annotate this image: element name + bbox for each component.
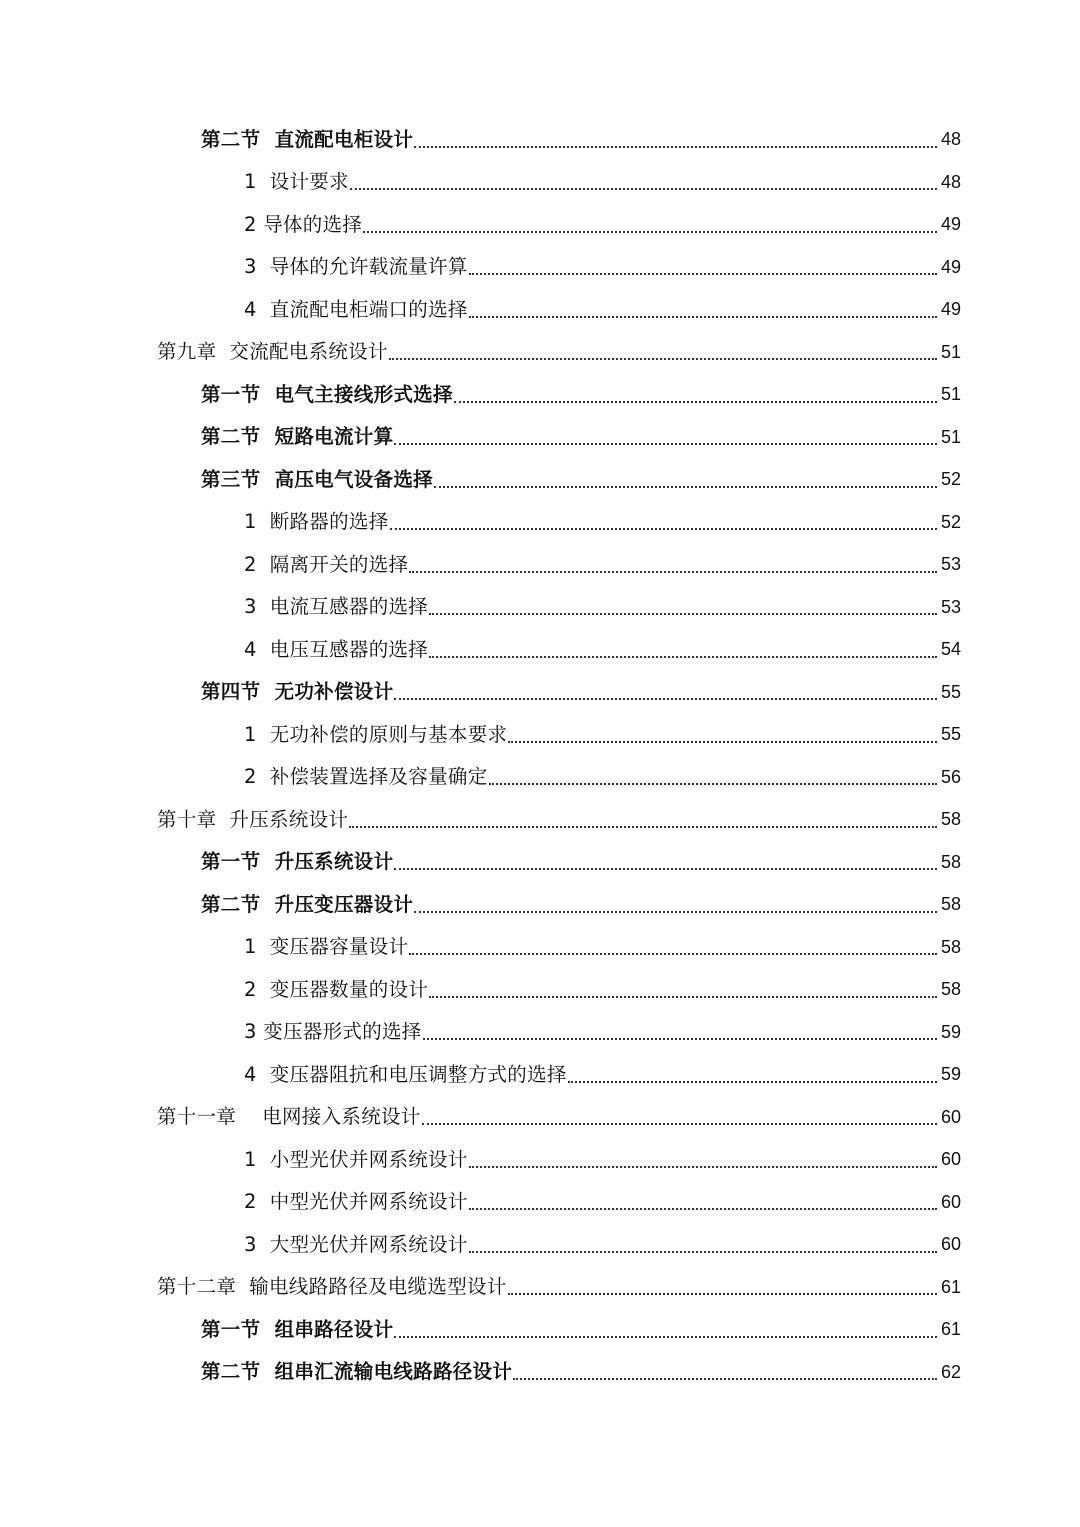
toc-entry[interactable]: [0, 1011, 1080, 1054]
dot-leader: [390, 528, 937, 530]
toc-entry-page-number: 61: [940, 1276, 961, 1297]
toc-entry-title: 第二节 组串汇流输电线路路径设计: [201, 1360, 513, 1383]
dot-leader: [454, 401, 937, 403]
toc-entry-title: 第四节 无功补偿设计: [201, 680, 394, 703]
toc-entry-title: 3 导体的允许载流量许算: [244, 255, 468, 278]
toc-entry-title: 4 变压器阻抗和电压调整方式的选择: [244, 1062, 567, 1086]
toc-entry-page-number: 61: [940, 1319, 961, 1340]
toc-entry-page-number: 52: [940, 469, 961, 490]
dot-leader: [568, 1081, 937, 1083]
toc-entry[interactable]: [0, 1266, 1080, 1309]
toc-entry-title: 1 变压器容量设计: [244, 935, 409, 958]
toc-entry-title: 第二节 直流配电柜设计: [201, 127, 414, 151]
toc-entry[interactable]: [0, 586, 1080, 629]
dot-leader: [409, 953, 937, 955]
dot-leader: [349, 826, 937, 828]
toc-entry[interactable]: [0, 458, 1080, 501]
dot-leader: [429, 656, 937, 658]
toc-entry[interactable]: [0, 926, 1080, 969]
toc-entry-title: 第二节 短路电流计算: [201, 425, 394, 448]
toc-entry-page-number: 59: [940, 1064, 961, 1085]
toc-entry[interactable]: [0, 671, 1080, 714]
toc-entry-title: 1 设计要求: [244, 170, 349, 193]
dot-leader: [394, 1336, 937, 1338]
toc-entry-title: 第一节 组串路径设计: [201, 1317, 394, 1341]
toc-entry-page-number: 60: [940, 1149, 961, 1170]
toc-entry[interactable]: [0, 501, 1080, 544]
toc-entry[interactable]: [0, 246, 1080, 289]
dot-leader: [513, 1378, 937, 1380]
toc-entry-title: 2 中型光伏并网系统设计: [244, 1190, 468, 1213]
toc-entry-title: 第二节 升压变压器设计: [201, 892, 414, 916]
toc-entry[interactable]: [0, 713, 1080, 756]
toc-entry-page-number: 59: [940, 1021, 961, 1042]
toc-entry-page-number: 49: [940, 299, 961, 320]
toc-entry-page-number: 49: [940, 214, 961, 235]
toc-entry-page-number: 55: [940, 724, 961, 745]
toc-entry-page-number: 60: [940, 1106, 961, 1127]
toc-entry-page-number: 58: [940, 894, 961, 915]
dot-leader: [434, 486, 937, 488]
toc-entry-page-number: 58: [940, 809, 961, 830]
toc-entry-page-number: 51: [940, 341, 961, 362]
toc-entry-page-number: 53: [940, 554, 961, 575]
dot-leader: [429, 613, 937, 615]
toc-entry[interactable]: [0, 1053, 1080, 1096]
dot-leader: [469, 1208, 937, 1210]
dot-leader: [394, 868, 937, 870]
dot-leader: [350, 188, 937, 190]
dot-leader: [508, 741, 937, 743]
toc-entry-title: 2 变压器数量的设计: [244, 977, 429, 1001]
toc-entry[interactable]: [0, 798, 1080, 841]
toc-entry[interactable]: [0, 203, 1080, 246]
toc-entry-page-number: 51: [940, 384, 961, 405]
toc-entry[interactable]: [0, 756, 1080, 799]
toc-entry[interactable]: [0, 161, 1080, 204]
toc-entry-title: 第一节 升压系统设计: [201, 850, 394, 873]
toc-entry[interactable]: [0, 1138, 1080, 1181]
toc-entry-title: 3 变压器形式的选择: [244, 1020, 422, 1043]
toc-entry-page-number: 60: [940, 1191, 961, 1212]
toc-entry-title: 2 导体的选择: [244, 212, 363, 236]
toc-entry-page-number: 48: [940, 171, 961, 192]
toc-entry-page-number: 62: [940, 1361, 961, 1382]
dot-leader: [422, 1123, 937, 1125]
toc-entry[interactable]: [0, 1181, 1080, 1224]
toc-entry[interactable]: [0, 968, 1080, 1011]
toc-entry[interactable]: [0, 628, 1080, 671]
toc-entry-title: 第十章 升压系统设计: [157, 807, 349, 831]
toc-entry[interactable]: [0, 1223, 1080, 1266]
toc-entry-page-number: 48: [940, 129, 961, 150]
toc-entry-title: 2 隔离开关的选择: [244, 552, 409, 576]
toc-entry-page-number: 52: [940, 511, 961, 532]
dot-leader: [414, 911, 937, 913]
toc-entry-page-number: 49: [940, 256, 961, 277]
dot-leader: [469, 316, 937, 318]
dot-leader: [363, 231, 937, 233]
toc-entry-title: 2 补偿装置选择及容量确定: [244, 765, 488, 788]
dot-leader: [394, 698, 937, 700]
toc-entry[interactable]: [0, 416, 1080, 459]
toc-entry-title: 第九章 交流配电系统设计: [157, 340, 388, 363]
dot-leader: [423, 1038, 937, 1040]
toc-entry-title: 3 大型光伏并网系统设计: [244, 1232, 468, 1256]
toc-entry[interactable]: [0, 118, 1080, 161]
toc-entry-title: 第一节 电气主接线形式选择: [201, 382, 453, 406]
toc-entry-title: 1 无功补偿的原则与基本要求: [244, 722, 508, 746]
toc-entry-title: 1 断路器的选择: [244, 510, 389, 533]
toc-entry-title: 4 直流配电柜端口的选择: [244, 297, 468, 321]
toc-entry-title: 3 电流互感器的选择: [244, 595, 429, 618]
toc-entry[interactable]: [0, 331, 1080, 374]
dot-leader: [508, 1293, 937, 1295]
dot-leader: [489, 783, 937, 785]
toc-entry-page-number: 58: [940, 851, 961, 872]
dot-leader: [469, 1251, 937, 1253]
dot-leader: [389, 358, 937, 360]
toc-entry-page-number: 58: [940, 979, 961, 1000]
toc-entry[interactable]: [0, 373, 1080, 416]
toc-entry[interactable]: [0, 841, 1080, 884]
toc-entry[interactable]: [0, 1308, 1080, 1351]
toc-entry-title: 4 电压互感器的选择: [244, 637, 429, 661]
toc-entry[interactable]: [0, 883, 1080, 926]
toc-entry[interactable]: [0, 1096, 1080, 1139]
dot-leader: [414, 146, 937, 148]
dot-leader: [469, 1166, 937, 1168]
toc-entry-title: 第十二章 输电线路路径及电缆选型设计: [157, 1275, 507, 1298]
toc-entry-title: 1 小型光伏并网系统设计: [244, 1147, 468, 1171]
toc-entry[interactable]: [0, 1351, 1080, 1394]
toc-entry-page-number: 58: [940, 936, 961, 957]
dot-leader: [409, 571, 937, 573]
dot-leader: [429, 996, 937, 998]
toc-entry-page-number: 53: [940, 596, 961, 617]
toc-entry[interactable]: [0, 543, 1080, 586]
toc-entry-page-number: 51: [940, 426, 961, 447]
toc-entry[interactable]: [0, 288, 1080, 331]
toc-entry-page-number: 54: [940, 639, 961, 660]
dot-leader: [394, 443, 937, 445]
toc-entry-title: 第十一章 电网接入系统设计: [157, 1105, 421, 1128]
toc-entry-page-number: 55: [940, 681, 961, 702]
toc-entry-title: 第三节 高压电气设备选择: [201, 467, 433, 491]
toc-entry-page-number: 56: [940, 766, 961, 787]
dot-leader: [469, 273, 937, 275]
toc-entry-page-number: 60: [940, 1234, 961, 1255]
table-of-contents: [0, 118, 1080, 1393]
